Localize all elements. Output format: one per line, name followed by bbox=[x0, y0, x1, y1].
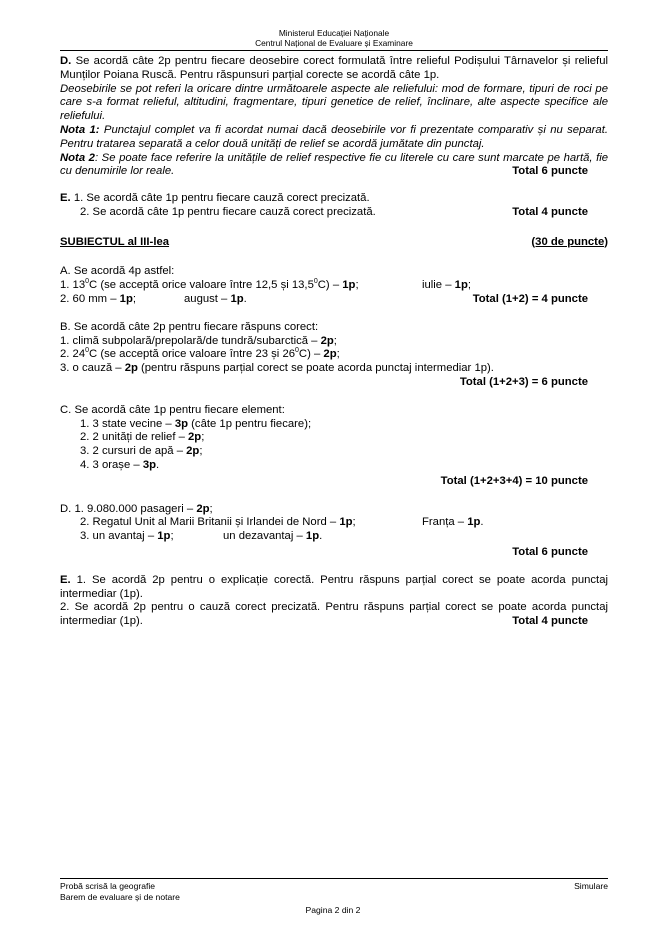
section-c-line-4: 4. 3 orașe – 3p. bbox=[80, 458, 160, 471]
section-b-line-3: 3. o cauză – 2p (pentru răspuns parțial corect se poate acorda punctaj intermediar 1p). bbox=[60, 362, 494, 375]
section-e-total: Total 4 puncte bbox=[512, 205, 588, 218]
ministry-name: Ministerul Educației Naționale bbox=[278, 28, 390, 38]
footer-session: Simulare bbox=[574, 881, 608, 891]
section-a-line-2-col2: august – 1p. bbox=[184, 292, 247, 305]
section-e-item-2: 2. Se acordă câte 1p pentru fiecare cauză corect precizată. bbox=[80, 205, 376, 218]
section-b-line-2: 2. $24^0C$ (se acceptă orice valoare între 23 și $26^0C) - 2p$; bbox=[60, 347, 340, 361]
section-e3-item-1: E. 1. Se acordă 2p pentru o explicație corectă. Pentru răspuns parțial corect se poate acorda punctaj intermediar (1p). bbox=[60, 573, 608, 600]
subject-3-title: SUBIECTUL al III-lea bbox=[60, 235, 170, 248]
page-header bbox=[60, 28, 608, 48]
section-a-line-1: 1. $13^0C$ (se acceptă orice valoare între 12,5 și 13,5$^0$C) – 1p; iulie – 1p; bbox=[60, 278, 471, 292]
section-c-intro: C. Se acordă câte 1p pentru fiecare element: bbox=[60, 403, 285, 416]
center-name: Centrul Național de Evaluare și Examinare bbox=[255, 38, 413, 48]
footer-rule bbox=[60, 878, 608, 879]
section-e-item-2-row bbox=[60, 206, 608, 220]
document-page bbox=[60, 28, 608, 629]
section-d3-line-3: 3. un avantaj – 1p; un dezavantaj – 1p. bbox=[80, 530, 323, 543]
section-d3-total: Total 6 puncte bbox=[512, 545, 588, 558]
section-d-instruction: D. Se acordă câte 2p pentru fiecare deosebire corect formulată între relieful Podișului Târnavelor și relieful Munților Poiana Ruscă. Pentru răspunsuri parțial corecte se acordă câte 1p. bbox=[60, 55, 608, 81]
document-body bbox=[60, 55, 608, 629]
page-number: Pagina 2 din 2 bbox=[305, 905, 361, 915]
section-d3-line-1: D. 1. 9.080.000 pasageri – 2p; bbox=[60, 502, 213, 515]
footer-exam-name: Probă scrisă la geografie bbox=[60, 881, 156, 891]
section-d-aspects: Deosebirile se pot referi la oricare dintre următoarele aspecte ale reliefului: mod de formare, tipuri de roci pe care s-a format relieful, altitudini, fragmentare, tipuri genetice de relief, înclinare, alte aspecte specifice ale reliefului. bbox=[60, 82, 608, 123]
section-c-line-3: 3. 2 cursuri de apă – 2p; bbox=[80, 445, 203, 458]
section-a-intro: A. Se acordă 4p astfel: bbox=[60, 265, 175, 278]
section-c-total: Total (1+2+3+4) = 10 puncte bbox=[440, 474, 588, 487]
section-c-line-1: 1. 3 state vecine – 3p (câte 1p pentru fiecare); bbox=[80, 417, 312, 430]
section-d-note-2: Nota 2: Se poate face referire la unitățile de relief respective fie cu literele cu care sunt marcate pe hartă, fie cu denumirile lor reale. bbox=[60, 151, 609, 178]
section-b-total: Total (1+2+3) = 6 puncte bbox=[459, 375, 588, 388]
section-e3-total: Total 4 puncte bbox=[512, 614, 588, 627]
subject-3-heading bbox=[60, 236, 608, 250]
section-e-item-1: E. 1. Se acordă câte 1p pentru fiecare cauză corect precizată. bbox=[60, 191, 370, 204]
subject-3-points: (30 de puncte) bbox=[531, 235, 608, 248]
section-a-line-1-col2: iulie – 1p; bbox=[422, 279, 471, 292]
section-a-line-2: 2. 60 mm – 1p; august – 1p. Total (1+2) = 4 puncte bbox=[60, 293, 608, 307]
section-a-total: Total (1+2) = 4 puncte bbox=[472, 292, 588, 305]
section-e3-item-2: 2. Se acordă 2p pentru o cauză corect precizată. Pentru răspuns parțial corect se poate acorda punctaj intermediar (1p). bbox=[60, 601, 608, 628]
section-c-line-2: 2. 2 unități de relief – 2p; bbox=[80, 431, 205, 444]
section-b-intro: B. Se acordă câte 2p pentru fiecare răspuns corect: bbox=[60, 320, 319, 333]
section-d3-line-2-col2: Franța – 1p. bbox=[422, 516, 484, 529]
section-d-total: Total 6 puncte bbox=[512, 165, 588, 178]
section-d3-line-2: 2. Regatul Unit al Marii Britanii și Irlandei de Nord – 1p; Franța – 1p. bbox=[80, 516, 484, 529]
section-d-note-1: Nota 1: Punctajul complet va fi acordat numai dacă deosebirile vor fi prezentate comparativ și nu separat. Pentru tratarea separată a celor două unități de relief se acordă jumătate din punctaj. bbox=[60, 123, 608, 150]
section-d3-line-3-col2: un dezavantaj – 1p. bbox=[223, 530, 323, 543]
header-rule bbox=[60, 50, 608, 51]
section-b-line-1: 1. climă subpolară/prepolară/de tundră/subarctică – 2p; bbox=[60, 334, 337, 347]
footer-doc-type: Barem de evaluare și de notare bbox=[60, 892, 180, 902]
page-footer bbox=[60, 878, 608, 903]
